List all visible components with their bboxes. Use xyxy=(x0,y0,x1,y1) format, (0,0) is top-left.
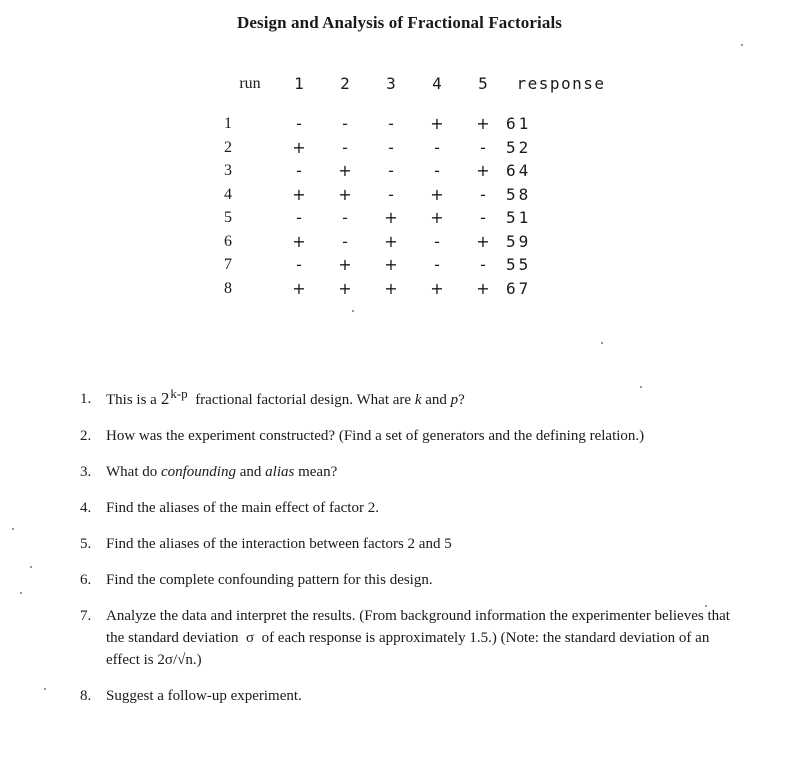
table-row xyxy=(224,159,616,183)
factor-sign: - xyxy=(480,255,486,275)
scan-speck xyxy=(741,44,743,46)
factor-sign: + xyxy=(476,114,490,134)
factor-sign: - xyxy=(342,208,348,228)
response-value: 64 xyxy=(506,161,532,181)
response-column-header: response xyxy=(516,73,606,93)
question-text: mean? xyxy=(298,464,338,480)
scan-speck xyxy=(44,688,46,690)
factor-sign: - xyxy=(342,114,348,134)
question-1 xyxy=(80,388,740,411)
factor-sign: - xyxy=(434,231,440,251)
factor-2-header: 2 xyxy=(340,73,350,93)
factor-sign: + xyxy=(292,184,306,204)
term-alias: alias xyxy=(265,464,295,480)
factor-sign: - xyxy=(296,161,302,181)
factor-sign: - xyxy=(342,231,348,251)
question-number: 3. xyxy=(80,464,92,480)
table-row xyxy=(224,206,616,230)
factor-sign: + xyxy=(384,208,398,228)
question-number: 7. xyxy=(80,608,92,624)
response-value: 59 xyxy=(506,231,532,251)
response-value: 55 xyxy=(506,255,532,275)
question-text: .) xyxy=(192,652,202,668)
factor-4-header: 4 xyxy=(432,73,442,93)
run-number: 3 xyxy=(224,162,232,180)
factor-sign: + xyxy=(384,255,398,275)
variable-k: k xyxy=(414,392,422,408)
question-text: Suggest a follow-up experiment. xyxy=(106,688,302,704)
factor-sign: - xyxy=(388,161,394,181)
factor-sign: - xyxy=(296,255,302,275)
factor-sign: + xyxy=(338,255,352,275)
run-number: 5 xyxy=(224,209,232,227)
factor-sign: + xyxy=(430,278,444,298)
question-text: How was the experiment constructed? (Find a set of generators and the defining relation.) xyxy=(106,428,645,444)
response-value: 61 xyxy=(506,114,532,134)
scan-speck xyxy=(601,342,603,344)
run-number: 4 xyxy=(224,185,232,203)
table-row xyxy=(224,277,616,301)
scan-speck xyxy=(20,592,22,594)
factor-sign: - xyxy=(434,255,440,275)
table-row xyxy=(224,136,616,160)
response-value: 58 xyxy=(506,184,532,204)
table-header-row xyxy=(224,62,616,104)
response-value: 67 xyxy=(506,278,532,298)
scan-speck xyxy=(705,605,707,607)
term-confounding: confounding xyxy=(160,464,236,480)
question-list xyxy=(80,388,740,721)
effect-sd-formula: 2σ/√n xyxy=(157,652,193,668)
table-row xyxy=(224,104,616,136)
question-text: fractional factorial design. What are xyxy=(195,392,412,408)
factor-sign: + xyxy=(384,278,398,298)
factor-sign: - xyxy=(480,137,486,157)
question-text: ? xyxy=(458,392,465,408)
factor-sign: - xyxy=(388,114,394,134)
design-table xyxy=(224,62,616,300)
table-row xyxy=(224,253,616,277)
question-text: Find the aliases of the interaction between factors 2 and 5 xyxy=(106,536,452,552)
factor-sign: - xyxy=(434,161,440,181)
factor-sign: + xyxy=(430,184,444,204)
question-8 xyxy=(80,685,740,707)
factor-sign: + xyxy=(338,278,352,298)
factor-sign: - xyxy=(434,137,440,157)
question-text: Find the aliases of the main effect of factor 2. xyxy=(106,500,379,516)
question-text: and xyxy=(239,464,262,480)
factor-sign: + xyxy=(476,278,490,298)
design-base: 2 xyxy=(160,389,170,408)
question-2 xyxy=(80,425,740,447)
factor-sign: + xyxy=(338,161,352,181)
factor-sign: - xyxy=(296,114,302,134)
run-column-header: run xyxy=(239,74,261,92)
run-number: 7 xyxy=(224,256,232,274)
question-number: 6. xyxy=(80,572,92,588)
factor-sign: + xyxy=(292,137,306,157)
document-title: Design and Analysis of Fractional Factorials xyxy=(236,13,563,32)
design-exponent: k-p xyxy=(170,386,188,401)
question-text: What do xyxy=(106,464,158,480)
question-3 xyxy=(80,461,740,483)
run-number: 1 xyxy=(224,115,232,133)
factor-sign: - xyxy=(480,208,486,228)
factor-sign: + xyxy=(430,208,444,228)
question-number: 8. xyxy=(80,688,92,704)
run-number: 2 xyxy=(224,138,232,156)
question-text: and xyxy=(425,392,447,408)
factor-3-header: 3 xyxy=(386,73,396,93)
variable-p: p xyxy=(450,392,459,408)
scan-speck xyxy=(640,386,642,388)
factor-1-header: 1 xyxy=(294,73,304,93)
factor-sign: + xyxy=(476,231,490,251)
scan-speck xyxy=(30,566,32,568)
question-number: 2. xyxy=(80,428,92,444)
run-number: 6 xyxy=(224,232,232,250)
factor-sign: + xyxy=(430,114,444,134)
factor-sign: + xyxy=(476,161,490,181)
question-number: 4. xyxy=(80,500,92,516)
question-text: Analyze the data and interpret the results. (From background information the experimenter believes that the standard deviation xyxy=(106,608,730,646)
factor-sign: + xyxy=(292,231,306,251)
table-row xyxy=(224,230,616,254)
scan-speck xyxy=(352,310,354,312)
factor-5-header: 5 xyxy=(478,73,488,93)
factor-sign: - xyxy=(296,208,302,228)
factor-sign: + xyxy=(384,231,398,251)
question-text: This is a xyxy=(106,392,157,408)
question-text: of each response is approximately 1.5.) (Note: the standard deviation of an effect is xyxy=(106,630,710,668)
question-number: 1. xyxy=(80,391,92,407)
factor-sign: - xyxy=(388,137,394,157)
question-4 xyxy=(80,497,740,519)
question-6 xyxy=(80,569,740,591)
sigma-symbol: σ xyxy=(245,630,255,646)
factor-sign: + xyxy=(292,278,306,298)
question-5 xyxy=(80,533,740,555)
response-value: 52 xyxy=(506,137,532,157)
factor-sign: - xyxy=(480,184,486,204)
factor-sign: - xyxy=(388,184,394,204)
scan-speck xyxy=(12,528,14,530)
factor-sign: + xyxy=(338,184,352,204)
factor-sign: - xyxy=(342,137,348,157)
table-row xyxy=(224,183,616,207)
question-text: Find the complete confounding pattern for this design. xyxy=(106,572,433,588)
run-number: 8 xyxy=(224,279,232,297)
question-number: 5. xyxy=(80,536,92,552)
question-7 xyxy=(80,605,740,671)
response-value: 51 xyxy=(506,208,532,228)
